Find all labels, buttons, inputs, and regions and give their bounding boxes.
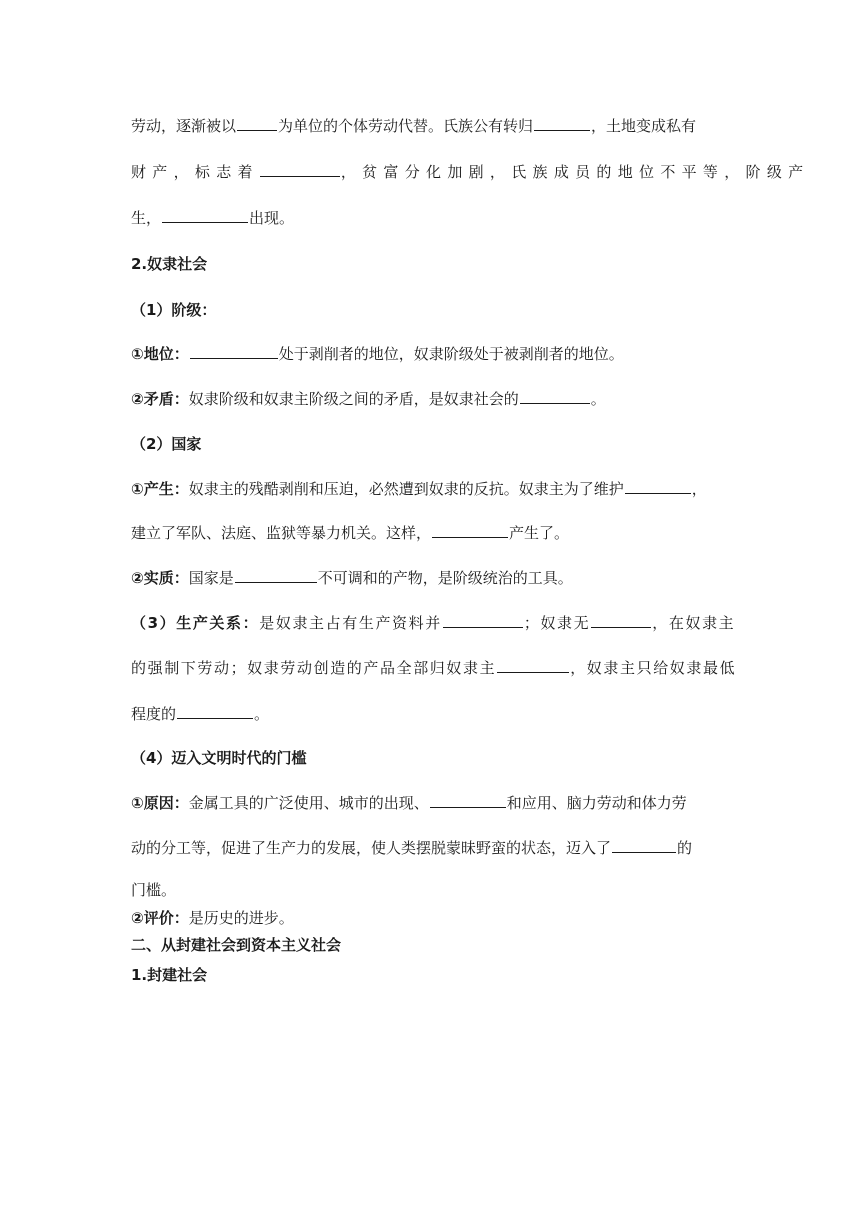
text-line-reason-2: 动的分工等，促进了生产力的发展，使人类摆脱蒙昧野蛮的状态，迈入了 的 — [131, 839, 693, 857]
subheading-class: （1）阶级： — [131, 301, 217, 319]
text-line-conflict: ②矛盾：奴隶阶级和奴隶主阶级之间的矛盾，是奴隶社会的 。 — [131, 390, 606, 408]
fill-blank[interactable] — [177, 703, 253, 719]
fill-blank[interactable] — [520, 388, 590, 404]
text-line-2: 财产，标志着 ，贫富分化加剧，氏族成员的地位不平等，阶级产 — [131, 163, 810, 181]
fill-blank[interactable] — [497, 657, 569, 673]
text-line-3: 生， 出现。 — [131, 209, 295, 227]
fill-blank[interactable] — [591, 612, 651, 628]
section-heading-slave-society: 2.奴隶社会 — [131, 255, 208, 273]
section-heading-feudal-society: 1.封建社会 — [131, 966, 208, 984]
text-line-reason-3: 门槛。 — [131, 881, 177, 899]
fill-blank[interactable] — [625, 478, 691, 494]
text-line-status: ①地位： 处于剥削者的地位，奴隶阶级处于被剥削者的地位。 — [131, 345, 624, 363]
text-line-reason-1: ①原因：金属工具的广泛使用、城市的出现、 和应用、脑力劳动和体力劳 — [131, 794, 687, 812]
text-line-evaluation: ②评价：是历史的进步。 — [131, 909, 294, 927]
fill-blank[interactable] — [237, 115, 277, 131]
fill-blank[interactable] — [443, 612, 523, 628]
text-line-essence: ②实质：国家是 不可调和的产物，是阶级统治的工具。 — [131, 569, 573, 587]
text-line-relations-2: 的强制下劳动；奴隶劳动创造的产品全部归奴隶主 ，奴隶主只给奴隶最低 — [131, 659, 737, 677]
fill-blank[interactable] — [162, 207, 248, 223]
text-line-origin-1: ①产生：奴隶主的残酷剥削和压迫，必然遭到奴隶的反抗。奴隶主为了维护 ， — [131, 480, 707, 498]
subheading-state: （2）国家 — [131, 435, 202, 453]
subheading-civilization: （4）迈入文明时代的门槛 — [131, 749, 307, 767]
text-line-1: 劳动，逐渐被以 为单位的个体劳动代替。氏族公有转归 ，土地变成私有 — [131, 117, 697, 135]
text-line-relations-1: （3）生产关系：是奴隶主占有生产资料并 ；奴隶无 ，在奴隶主 — [131, 614, 736, 632]
text-line-relations-3: 程度的 。 — [131, 705, 270, 723]
fill-blank[interactable] — [430, 792, 506, 808]
fill-blank[interactable] — [612, 837, 676, 853]
fill-blank[interactable] — [190, 343, 278, 359]
fill-blank[interactable] — [534, 115, 590, 131]
fill-blank[interactable] — [235, 567, 317, 583]
fill-blank[interactable] — [432, 522, 508, 538]
fill-blank[interactable] — [260, 161, 340, 177]
section-heading-part-two: 二、从封建社会到资本主义社会 — [131, 936, 342, 954]
text-line-origin-2: 建立了军队、法庭、监狱等暴力机关。这样， 产生了。 — [131, 524, 570, 542]
